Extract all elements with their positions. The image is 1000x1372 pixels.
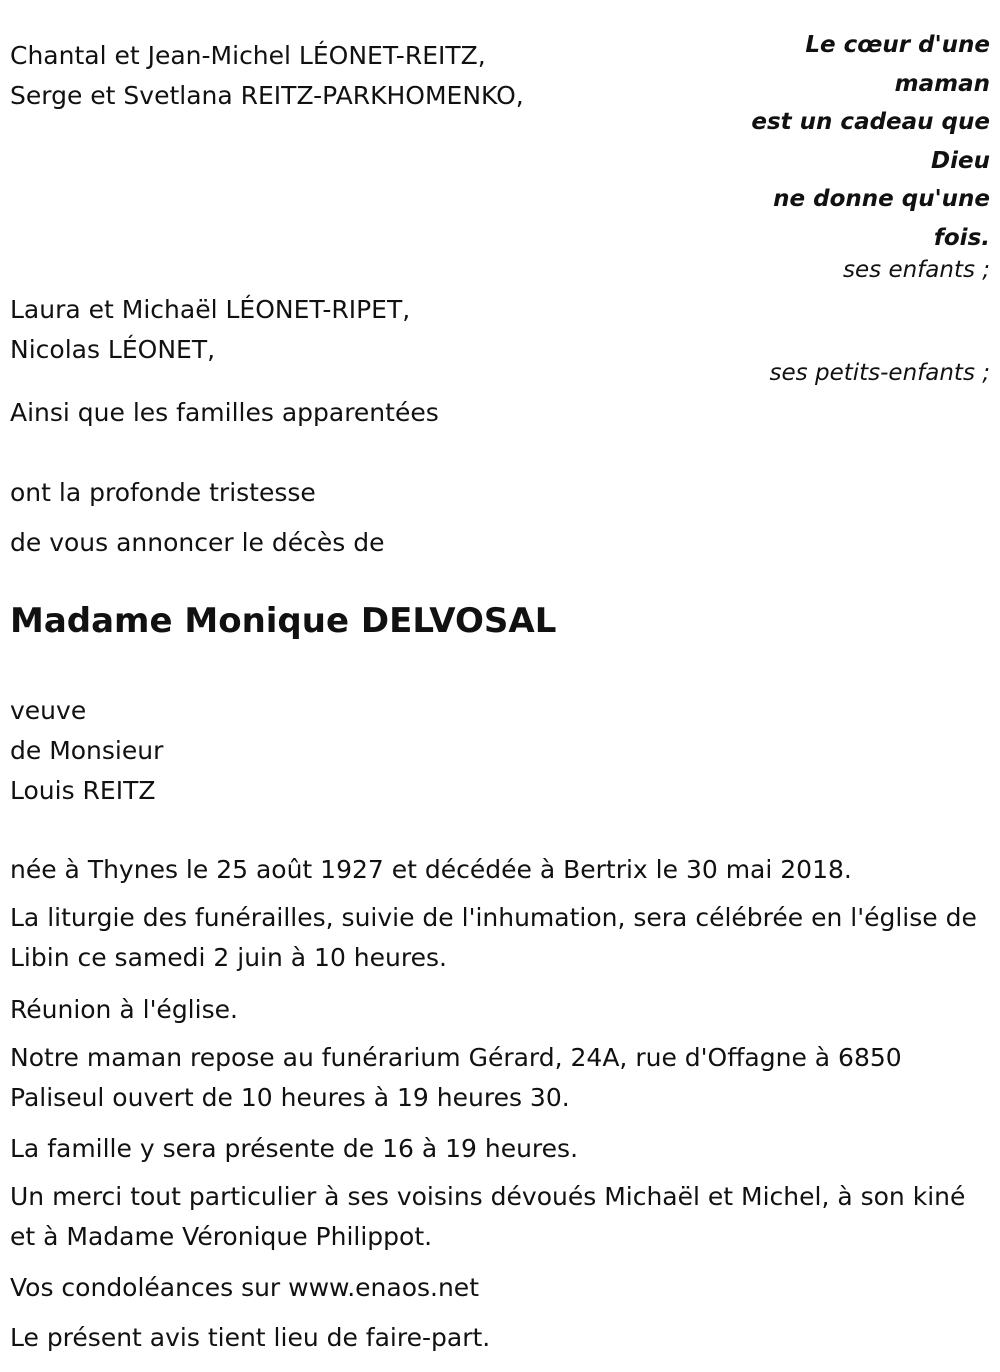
poem-line: Dieu: [931, 147, 990, 174]
poem-quote: [730, 26, 990, 257]
children-role: ses enfants ;: [843, 257, 990, 283]
widow-line-2: de Monsieur: [10, 736, 164, 765]
meeting-line: Réunion à l'église.: [10, 995, 238, 1024]
poem-line: maman: [894, 70, 990, 97]
deceased-name: Madame Monique DELVOSAL: [10, 601, 557, 641]
announcement-line-1: ont la profonde tristesse: [10, 478, 316, 507]
grandchildren-role: ses petits-enfants ;: [769, 360, 990, 386]
poem-line: Le cœur d'une: [805, 32, 990, 58]
funerarium-paragraph: Notre maman repose au funérarium Gérard, 24A, rue d'Offagne à 6850 Paliseul ouvert de 10 heures à 19 heures 30.: [10, 1043, 902, 1112]
children-line-2: Serge et Svetlana REITZ-PARKHOMENKO,: [10, 81, 524, 110]
poem-line: est un cadeau que: [751, 109, 990, 135]
widow-line-3: Louis REITZ: [10, 776, 156, 805]
grandchildren-line-2: Nicolas LÉONET,: [10, 335, 216, 364]
family-presence-line: La famille y sera présente de 16 à 19 heures.: [10, 1134, 579, 1163]
liturgy-paragraph: La liturgie des funérailles, suivie de l'inhumation, sera célébrée en l'église de Libin ce samedi 2 juin à 10 heures.: [10, 903, 977, 972]
relatives-line: Ainsi que les familles apparentées: [10, 398, 439, 427]
birth-death-dates: née à Thynes le 25 août 1927 et décédée à Bertrix le 30 mai 2018.: [10, 855, 852, 884]
thanks-paragraph: Un merci tout particulier à ses voisins dévoués Michaël et Michel, à son kiné et à Madame Véronique Philippot.: [10, 1182, 966, 1251]
announcement-line-2: de vous annoncer le décès de: [10, 528, 385, 557]
poem-line: ne donne qu'une: [773, 186, 990, 212]
grandchildren-line-1: Laura et Michaël LÉONET-RIPET,: [10, 295, 411, 324]
poem-line: fois.: [933, 224, 990, 251]
notice-line: Le présent avis tient lieu de faire-part.: [10, 1323, 491, 1352]
children-line-1: Chantal et Jean-Michel LÉONET-REITZ,: [10, 41, 486, 70]
widow-line-1: veuve: [10, 696, 87, 725]
condolences-line: Vos condoléances sur www.enaos.net: [10, 1273, 479, 1302]
